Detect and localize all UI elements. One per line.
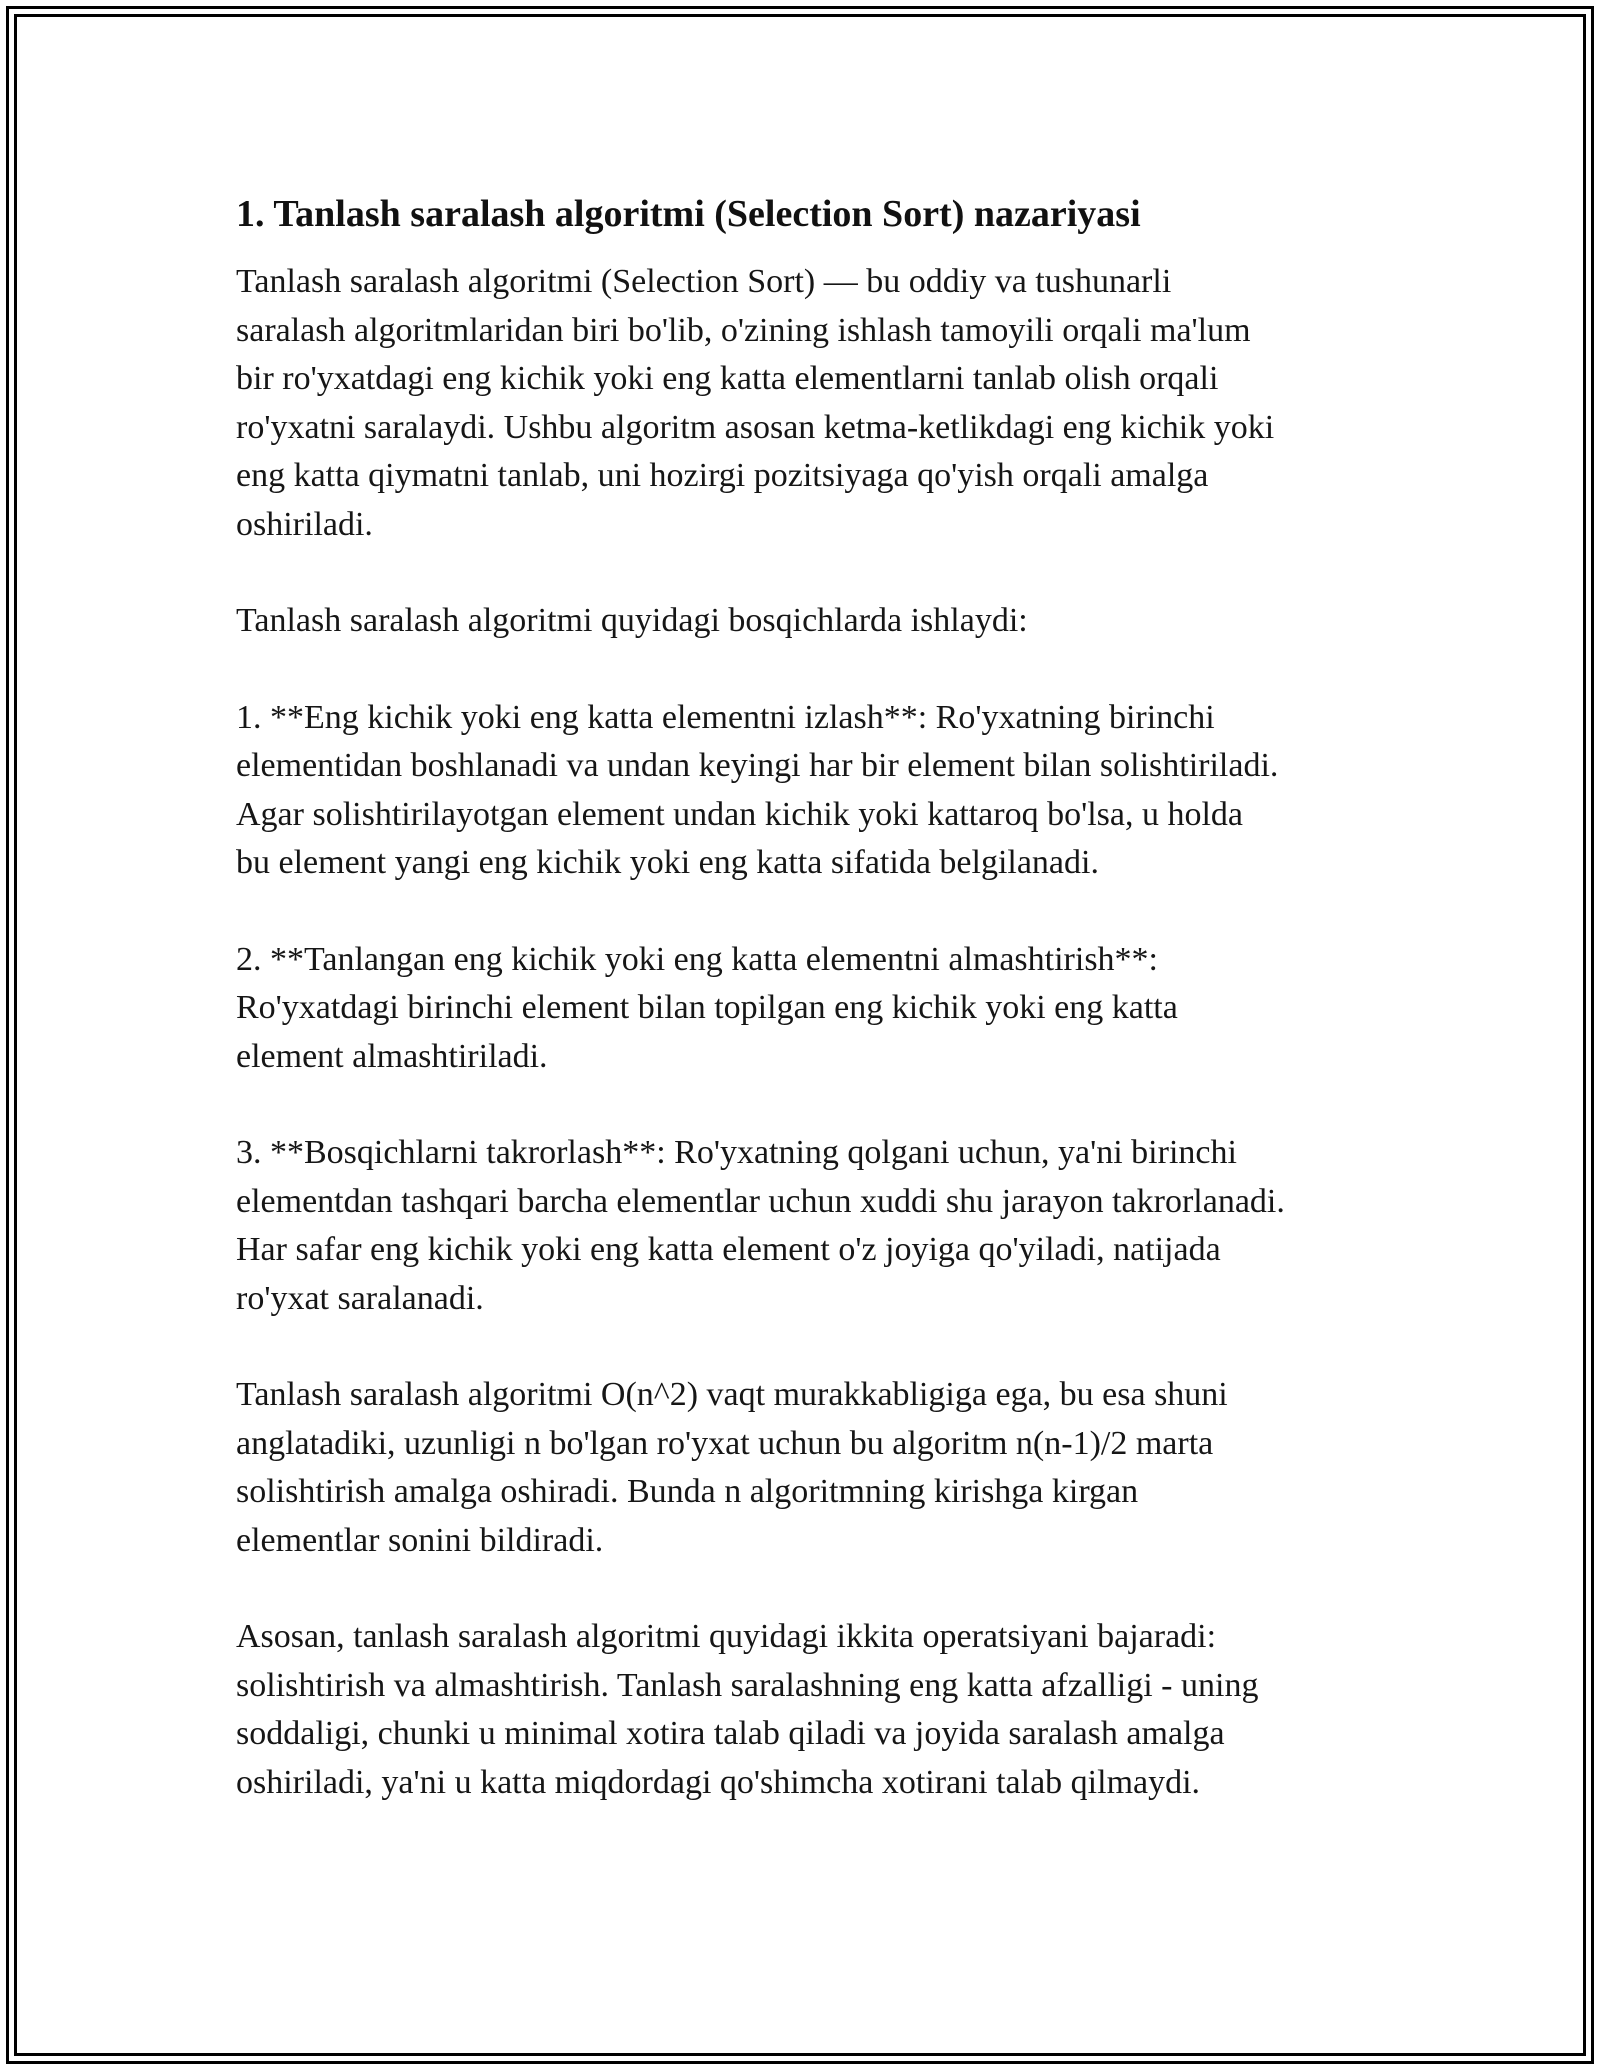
paragraph-complexity: Tanlash saralash algoritmi O(n^2) vaqt murakkabligiga ega, bu esa shuni anglatadiki, uzunligi n bo'lgan ro'yxat uchun bu algoritm n(n-1)/2 marta solishtirish amalga oshiradi. Bunda n algoritmning kirishga kirgan elementlar sonini bildiradi. (236, 1376, 1228, 1559)
paragraph-summary: Asosan, tanlash saralash algoritmi quyidagi ikkita operatsiyani bajaradi: solishtirish va almashtirish. Tanlash saralashning eng katta afzalligi - uning soddaligi, chunki u minimal xotira talab qiladi va joyida saralash amalga oshiriladi, ya'ni u katta miqdordagi qo'shimcha xotirani talab qilmaydi. (236, 1618, 1259, 1801)
paragraph-steps-intro: Tanlash saralash algoritmi quyidagi bosqichlarda ishlaydi: (236, 602, 1028, 639)
paragraph-intro: Tanlash saralash algoritmi (Selection Sort) — bu oddiy va tushunarli saralash algoritmlaridan biri bo'lib, o'zining ishlash tamoyili orqali ma'lum bir ro'yxatdagi eng kichik yoki eng katta elementlarni tanlab olish orqali ro'yxatni saralaydi. Ushbu algoritm asosan ketma-ketlikdagi eng kichik yoki eng katta qiymatni tanlab, uni hozirgi pozitsiyaga qo'yish orqali amalga oshiriladi. (236, 263, 1275, 543)
paragraph-step-2: 2. **Tanlangan eng kichik yoki eng katta elementni almashtirish**: Ro'yxatdagi birinchi element bilan topilgan eng kichik yoki eng katta element almashtiriladi. (236, 940, 1178, 1075)
paragraph-step-1: 1. **Eng kichik yoki eng katta elementni izlash**: Ro'yxatning birinchi elementidan boshlanadi va undan keyingi har bir element bilan solishtiriladi. Agar solishtirilayotgan element undan kichik yoki kattaroq bo'lsa, u holda bu element yangi eng kichik yoki eng katta sifatida belgilanadi. (236, 698, 1279, 881)
paragraph-step-3: 3. **Bosqichlarni takrorlash**: Ro'yxatning qolgani uchun, ya'ni birinchi elementdan tashqari barcha elementlar uchun xuddi shu jarayon takrorlanadi. Har safar eng kichik yoki eng katta element o'z joyiga qo'yiladi, natijada ro'yxat saralanadi. (236, 1134, 1285, 1317)
document-body (236, 180, 1376, 1855)
section-title: 1. Tanlash saralash algoritmi (Selection Sort) nazariyasi (236, 193, 1141, 235)
